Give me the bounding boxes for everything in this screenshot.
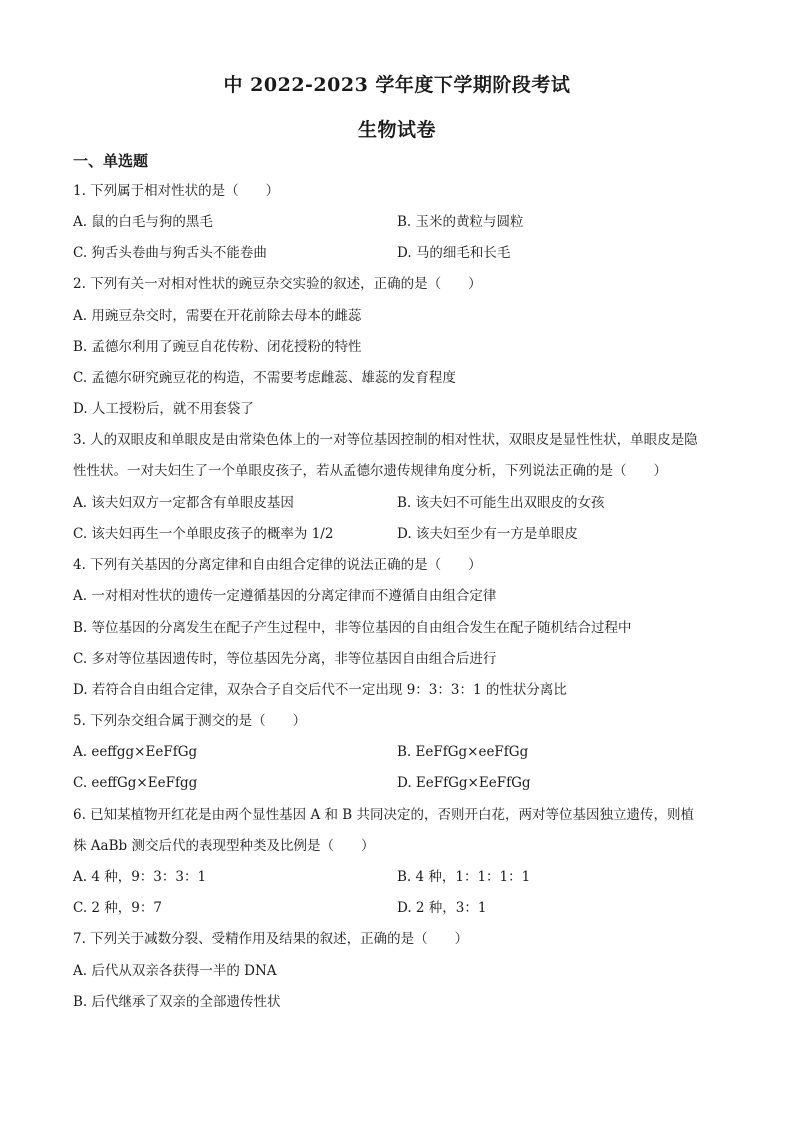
question-5-option-a: A. eeffgg×EeFfGg — [73, 744, 198, 760]
question-5-option-b: B. EeFfGg×eeFfGg — [397, 744, 529, 760]
question-2-stem: 2. 下列有关一对相对性状的豌豆杂交实验的叙述，正确的是（ ） — [73, 276, 482, 292]
question-1-option-a: A. 鼠的白毛与狗的黑毛 — [73, 214, 213, 230]
question-4-option-a: A. 一对相对性状的遗传一定遵循基因的分离定律而不遵循自由组合定律 — [73, 588, 497, 604]
question-2-option-d: D. 人工授粉后，就不用套袋了 — [73, 401, 254, 417]
question-7-stem: 7. 下列关于减数分裂、受精作用及结果的叙述，正确的是（ ） — [73, 931, 469, 947]
question-6-option-d: D. 2 种，3：1 — [397, 900, 487, 916]
question-6-option-b: B. 4 种，1：1：1：1 — [397, 869, 531, 885]
question-2-option-a: A. 用豌豆杂交时，需要在开花前除去母本的雌蕊 — [73, 308, 362, 324]
question-3-option-c: C. 该夫妇再生一个单眼皮孩子的概率为 1/2 — [73, 526, 334, 542]
question-3-stem: 3. 人的双眼皮和单眼皮是由常染色体上的一对等位基因控制的相对性状，双眼皮是显性性状，单眼皮是隐 — [73, 432, 698, 448]
question-5-stem: 5. 下列杂交组合属于测交的是（ ） — [73, 713, 307, 729]
question-3-option-d: D. 该夫妇至少有一方是单眼皮 — [397, 526, 578, 542]
question-1-option-d: D. 马的细毛和长毛 — [397, 245, 511, 261]
question-3-option-a: A. 该夫妇双方一定都含有单眼皮基因 — [73, 495, 294, 511]
question-4-stem: 4. 下列有关基因的分离定律和自由组合定律的说法正确的是（ ） — [73, 557, 482, 573]
question-7-option-a: A. 后代从双亲各获得一半的 DNA — [73, 963, 277, 979]
question-6-option-a: A. 4 种，9：3：3：1 — [73, 869, 207, 885]
question-2-option-c: C. 孟德尔研究豌豆花的构造，不需要考虑雌蕊、雄蕊的发育程度 — [73, 370, 456, 386]
question-6-stem-cont: 株 AaBb 测交后代的表现型种类及比例是（ ） — [73, 838, 375, 854]
question-1-option-b: B. 玉米的黄粒与圆粒 — [397, 214, 524, 230]
question-4-option-d: D. 若符合自由组合定律，双杂合子自交后代不一定出现 9：3：3：1 的性状分离比 — [73, 682, 567, 698]
exam-subtitle: 生物试卷 — [357, 119, 436, 141]
question-5-option-d: D. EeFfGg×EeFfGg — [397, 775, 531, 791]
question-7-option-b: B. 后代继承了双亲的全部遗传性状 — [73, 994, 281, 1010]
question-3-stem-cont: 性性状。一对夫妇生了一个单眼皮孩子，若从孟德尔遗传规律角度分析，下列说法正确的是（ ） — [73, 463, 667, 479]
question-6-option-c: C. 2 种，9：7 — [73, 900, 162, 916]
question-5-option-c: C. eeffGg×EeFfgg — [73, 775, 198, 791]
section-title: 一、单选题 — [73, 152, 149, 170]
exam-title: 中 2022-2023 学年度下学期阶段考试 — [223, 74, 571, 96]
question-3-option-b: B. 该夫妇不可能生出双眼皮的女孩 — [397, 495, 605, 511]
question-6-stem: 6. 已知某植物开红花是由两个显性基因 A 和 B 共同决定的，否则开白花，两对等位基因独立遗传，则植 — [73, 807, 695, 823]
question-2-option-b: B. 孟德尔利用了豌豆自花传粉、闭花授粉的特性 — [73, 339, 362, 355]
question-4-option-b: B. 等位基因的分离发生在配子产生过程中，非等位基因的自由组合发生在配子随机结合过程中 — [73, 620, 632, 636]
question-4-option-c: C. 多对等位基因遗传时，等位基因先分离，非等位基因自由组合后进行 — [73, 651, 497, 667]
question-1-stem: 1. 下列属于相对性状的是（ ） — [73, 183, 280, 199]
question-1-option-c: C. 狗舌头卷曲与狗舌头不能卷曲 — [73, 245, 267, 261]
